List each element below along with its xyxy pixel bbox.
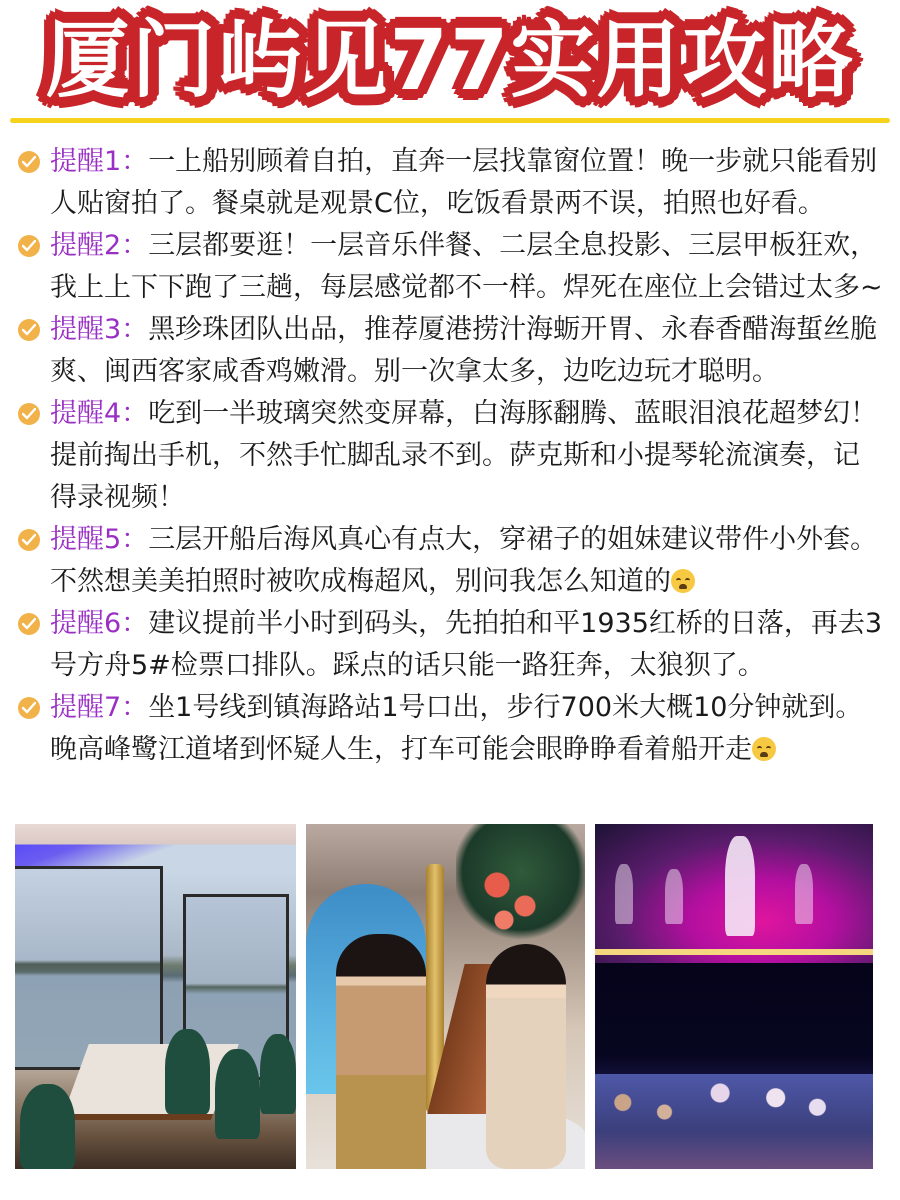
chair xyxy=(165,1029,210,1114)
tip-text: 黑珍珠团队出品，推荐厦港捞汁海蛎开胃、永春香醋海蜇丝脆爽、闽西客家咸香鸡嫩滑。别一次拿太多，边吃边玩才聪明。 xyxy=(50,314,878,387)
chair xyxy=(260,1034,296,1114)
tip-label: 提醒7： xyxy=(50,692,149,723)
check-circle-icon xyxy=(18,613,40,635)
dancer xyxy=(615,864,633,924)
tip-label: 提醒5： xyxy=(50,524,149,555)
deck-party-neon-photo xyxy=(595,824,873,963)
performer xyxy=(725,836,755,936)
check-circle-icon xyxy=(18,403,40,425)
chair xyxy=(215,1049,260,1139)
harp-violin-performance-photo xyxy=(306,824,585,1169)
tip-text: 吃到一半玻璃突然变屏幕，白海豚翻腾、蓝眼泪浪花超梦幻！提前掏出手机，不然手忙脚乱录不到。萨克斯和小提琴轮流演奏，记得录视频！ xyxy=(50,398,878,513)
tip-label: 提醒1： xyxy=(50,146,149,177)
harpist xyxy=(486,944,566,1169)
check-circle-icon xyxy=(18,151,40,173)
tip-text: 三层都要逛！一层音乐伴餐、二层全息投影、三层甲板狂欢，我上上下下跑了三趟，每层感觉都不一样。焊死在座位上会错过太多~ xyxy=(50,230,883,303)
tip-text: 坐1号线到镇海路站1号口出，步行700米大概10分钟就到。晚高峰鹭江道堵到怀疑人生，打车可能会眼睁睁看着船开走 xyxy=(50,692,863,765)
tip-item-6 xyxy=(16,603,886,687)
tip-label: 提醒3： xyxy=(50,314,149,345)
tip-item-2 xyxy=(16,225,886,309)
dancer xyxy=(665,869,683,924)
tip-text: 一上船别顾着自拍，直奔一层找靠窗位置！晚一步就只能看别人贴窗拍了。餐桌就是观景C位，吃饭看景两不误，拍照也好看。 xyxy=(50,146,878,219)
tip-text: 建议提前半小时到码头，先拍拍和平1935红桥的日落，再去3号方舟5#检票口排队。踩点的话只能一路狂奔，太狼狈了。 xyxy=(50,608,883,681)
window-view xyxy=(15,866,163,1070)
tip-item-4 xyxy=(16,393,886,519)
violinist xyxy=(336,934,426,1169)
tip-label: 提醒4： xyxy=(50,398,149,429)
check-circle-icon xyxy=(18,235,40,257)
chair xyxy=(20,1084,75,1169)
tip-item-1 xyxy=(16,141,886,225)
dancer xyxy=(795,864,813,924)
tip-label: 提醒2： xyxy=(50,230,149,261)
check-circle-icon xyxy=(18,529,40,551)
dining-window-seat-photo xyxy=(15,824,296,1169)
loudly-crying-face-icon xyxy=(752,737,776,761)
tip-label: 提醒6： xyxy=(50,608,149,639)
flowers xyxy=(476,864,546,934)
tip-item-3 xyxy=(16,309,886,393)
tip-item-5 xyxy=(16,519,886,603)
title-underline-divider xyxy=(10,118,890,123)
dining-table xyxy=(61,1044,239,1120)
title-text: 厦门屿见77实用攻略 xyxy=(45,11,855,109)
check-circle-icon xyxy=(18,697,40,719)
loudly-crying-face-icon xyxy=(671,569,695,593)
tip-item-7 xyxy=(16,687,886,771)
page-title xyxy=(0,6,900,114)
tips-list xyxy=(16,141,886,771)
stage-edge xyxy=(595,949,873,955)
tip-text: 三层开船后海风真心有点大，穿裙子的姐妹建议带件小外套。不然想美美拍照时被吹成梅超风，别问我怎么知道的 xyxy=(50,524,878,597)
deck-party-night-photo xyxy=(595,963,873,1169)
crowd xyxy=(595,1074,873,1169)
check-circle-icon xyxy=(18,319,40,341)
